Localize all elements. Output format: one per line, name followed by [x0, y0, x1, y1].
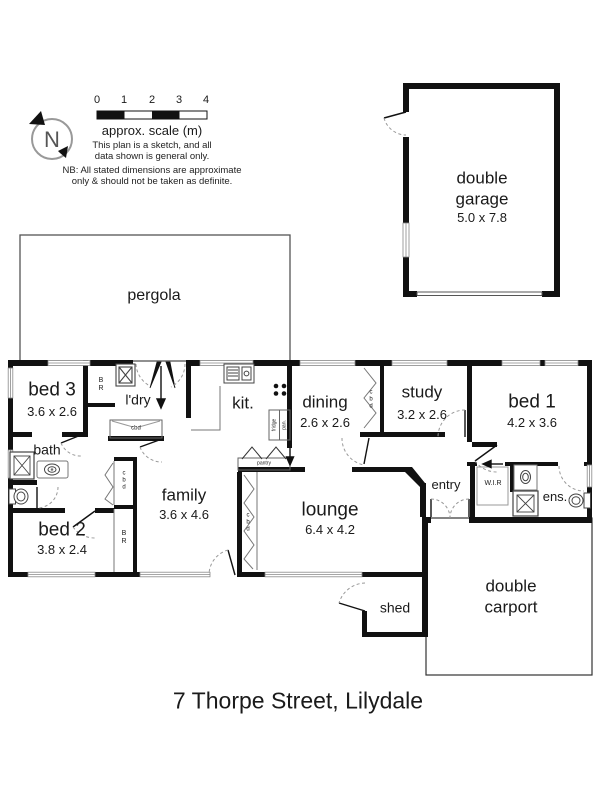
- room-dims-family: 3.6 x 4.6: [159, 506, 209, 522]
- scale-tick-3: 3: [175, 93, 183, 106]
- room-label-garage-2: garage: [455, 189, 509, 209]
- room-label-bath: bath: [33, 441, 61, 458]
- room-label-ens: ens.: [542, 488, 568, 504]
- storage-label-br-bed3: B R: [98, 377, 104, 392]
- kitchen-sink-icon: [224, 364, 254, 383]
- garage-door-icon: [417, 291, 542, 297]
- room-label-garage-1: double: [456, 168, 508, 188]
- compass-letter: N: [44, 126, 60, 152]
- room-label-family: family: [161, 485, 207, 505]
- laundry-trough-icon: [116, 364, 135, 386]
- room-label-kit: kit.: [232, 393, 254, 413]
- bath-vanity-icon: [37, 461, 68, 478]
- room-dims-lounge: 6.4 x 4.2: [305, 521, 355, 537]
- garage-entry-door-icon: [384, 112, 406, 135]
- room-label-dining: dining: [302, 392, 348, 412]
- room-label-lounge: lounge: [301, 499, 359, 521]
- room-label-shed: shed: [379, 599, 411, 616]
- room-dims-dining: 2.6 x 2.6: [300, 414, 350, 430]
- ensuite-toilet-icon: [569, 493, 591, 508]
- bath-shower-icon: [10, 452, 34, 479]
- garage-window-icon: [403, 223, 409, 257]
- scale-tick-0: 0: [93, 93, 101, 106]
- room-label-bed2: bed 2: [38, 519, 86, 541]
- storage-label-br-hall: B R: [121, 530, 127, 545]
- disclaimer-line-3: NB: All stated dimensions are approximate: [62, 164, 242, 176]
- ensuite-vanity-icon: [514, 465, 537, 490]
- ensuite-shower-icon: [513, 491, 538, 516]
- scale-tick-2: 2: [148, 93, 156, 106]
- room-dims-bed3: 3.6 x 2.6: [27, 403, 77, 419]
- scale-tick-4: 4: [202, 93, 210, 106]
- appliance-label-pan: pan.: [280, 420, 287, 430]
- room-dims-study: 3.2 x 2.6: [397, 406, 447, 422]
- disclaimer-line-1: This plan is a sketch, and all: [92, 139, 212, 151]
- room-dims-garage: 5.0 x 7.8: [457, 209, 507, 225]
- room-label-study: study: [401, 382, 443, 402]
- scale-caption: approx. scale (m): [101, 122, 203, 138]
- disclaimer-line-4: only & should not be taken as definite.: [71, 175, 233, 187]
- room-label-wir: W.I.R: [484, 480, 502, 488]
- storage-label-cbd-hall: c b d: [122, 470, 126, 491]
- bath-toilet-icon: [9, 489, 28, 504]
- room-label-bed3: bed 3: [28, 379, 76, 401]
- cooktop-icon: [274, 384, 287, 396]
- page-title: 7 Thorpe Street, Lilydale: [172, 687, 424, 714]
- storage-label-cbd-lounge: c b d: [246, 512, 250, 533]
- storage-label-pantry: pantry: [257, 460, 271, 467]
- scale-tick-1: 1: [120, 93, 128, 106]
- room-label-entry: entry: [431, 476, 461, 492]
- storage-label-cbd-dining: c b d: [369, 389, 373, 410]
- room-dims-bed2: 3.8 x 2.4: [37, 541, 87, 557]
- carport-outline: [426, 518, 592, 675]
- room-label-ldry: l'dry: [125, 391, 151, 408]
- room-dims-bed1: 4.2 x 3.6: [507, 414, 557, 430]
- disclaimer-line-2: data shown is general only.: [94, 150, 210, 162]
- storage-label-cbd-ldry: cbd: [131, 425, 141, 432]
- room-label-bed1: bed 1: [508, 391, 556, 413]
- appliance-label-fridge: fridge: [270, 418, 277, 432]
- scale-bar-icon: [97, 111, 207, 119]
- room-label-carport-2: carport: [484, 597, 538, 617]
- room-label-pergola: pergola: [127, 287, 181, 305]
- room-label-carport-1: double: [485, 576, 537, 596]
